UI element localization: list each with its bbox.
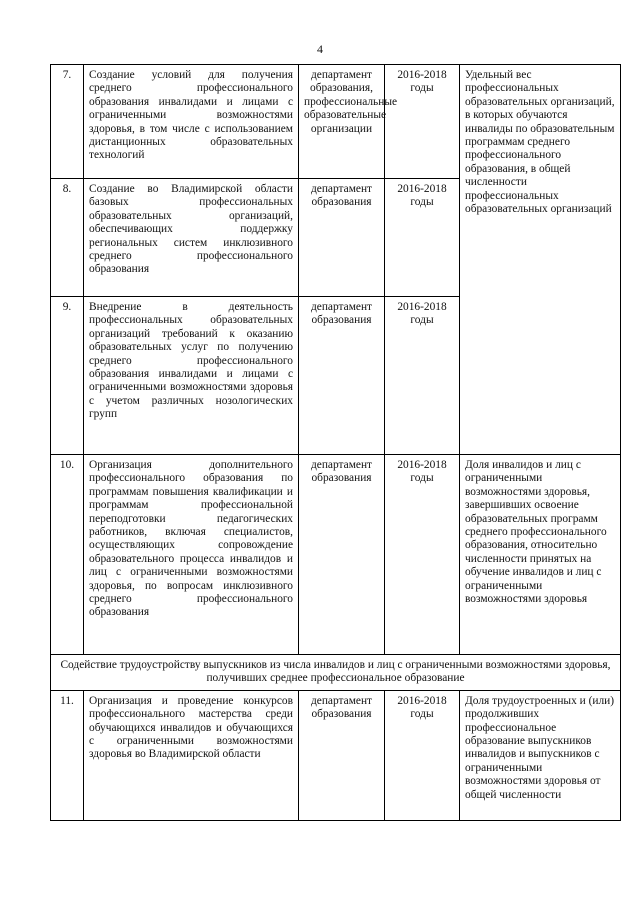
- section-row: [51, 655, 621, 691]
- target-indicator: Удельный вес профессиональных образовательных организаций, в которых обучаются инвалиды по образовательным программам среднего профессионального образования, в общей численности профессиональных образовательных организаций: [460, 65, 621, 455]
- executor: департамент образования: [299, 690, 385, 820]
- executor: департамент образования: [299, 297, 385, 455]
- row-number: 8.: [51, 179, 84, 297]
- executor: департамент образования, профессиональные образовательные организации: [299, 65, 385, 179]
- table-row: [51, 65, 621, 179]
- section-title: Содействие трудоустройству выпускников из числа инвалидов и лиц с ограниченными возможностями здоровья, получивших среднее профессиональное образование: [51, 655, 621, 691]
- period: 2016-2018 годы: [385, 297, 460, 455]
- row-number: 11.: [51, 690, 84, 820]
- table-row: [51, 455, 621, 655]
- period: 2016-2018 годы: [385, 690, 460, 820]
- target-indicator: Доля инвалидов и лиц с ограниченными возможностями здоровья, завершивших освоение образовательных программ среднего профессионального образования, относительно численности принятых на обучение инвалидов и лиц с ограниченными возможностями здоровья: [460, 455, 621, 655]
- row-number: 9.: [51, 297, 84, 455]
- measure-description: Организация дополнительного профессионального образования по программам повышения квалификации и программам профессиональной переподготовки педагогических работников, включая специалистов, осуществляющих сопровождение образовательного процесса инвалидов и лиц с ограниченными возможностями здоровья, по вопросам инклюзивного среднего профессионального образования: [84, 455, 299, 655]
- measure-description: Организация и проведение конкурсов профессионального мастерства среди обучающихся инвалидов и обучающихся с ограниченными возможностями здоровья во Владимирской области: [84, 690, 299, 820]
- measure-description: Внедрение в деятельность профессиональных образовательных организаций требований к оказанию образовательных услуг по получению среднего профессионального образования инвалидами и лицами с ограниченными возможностями здоровья с учетом различных нозологических групп: [84, 297, 299, 455]
- measure-description: Создание условий для получения среднего профессионального образования инвалидами и лицами с ограниченными возможностями здоровья, в том числе с использованием дистанционных образовательных технологий: [84, 65, 299, 179]
- table-row: [51, 690, 621, 820]
- row-number: 7.: [51, 65, 84, 179]
- period: 2016-2018 годы: [385, 179, 460, 297]
- period: 2016-2018 годы: [385, 455, 460, 655]
- measure-description: Создание во Владимирской области базовых профессиональных образовательных организаций, обеспечивающих поддержку региональных систем инклюзивного среднего профессионального образования: [84, 179, 299, 297]
- row-number: 10.: [51, 455, 84, 655]
- executor: департамент образования: [299, 455, 385, 655]
- target-indicator: Доля трудоустроенных и (или) продолживших профессиональное образование выпускников инвалидов и выпускников с ограниченными возможностями здоровья от общей численности: [460, 690, 621, 820]
- executor: департамент образования: [299, 179, 385, 297]
- measures-table: [50, 64, 621, 821]
- page-number: 4: [317, 42, 323, 56]
- period: 2016-2018 годы: [385, 65, 460, 179]
